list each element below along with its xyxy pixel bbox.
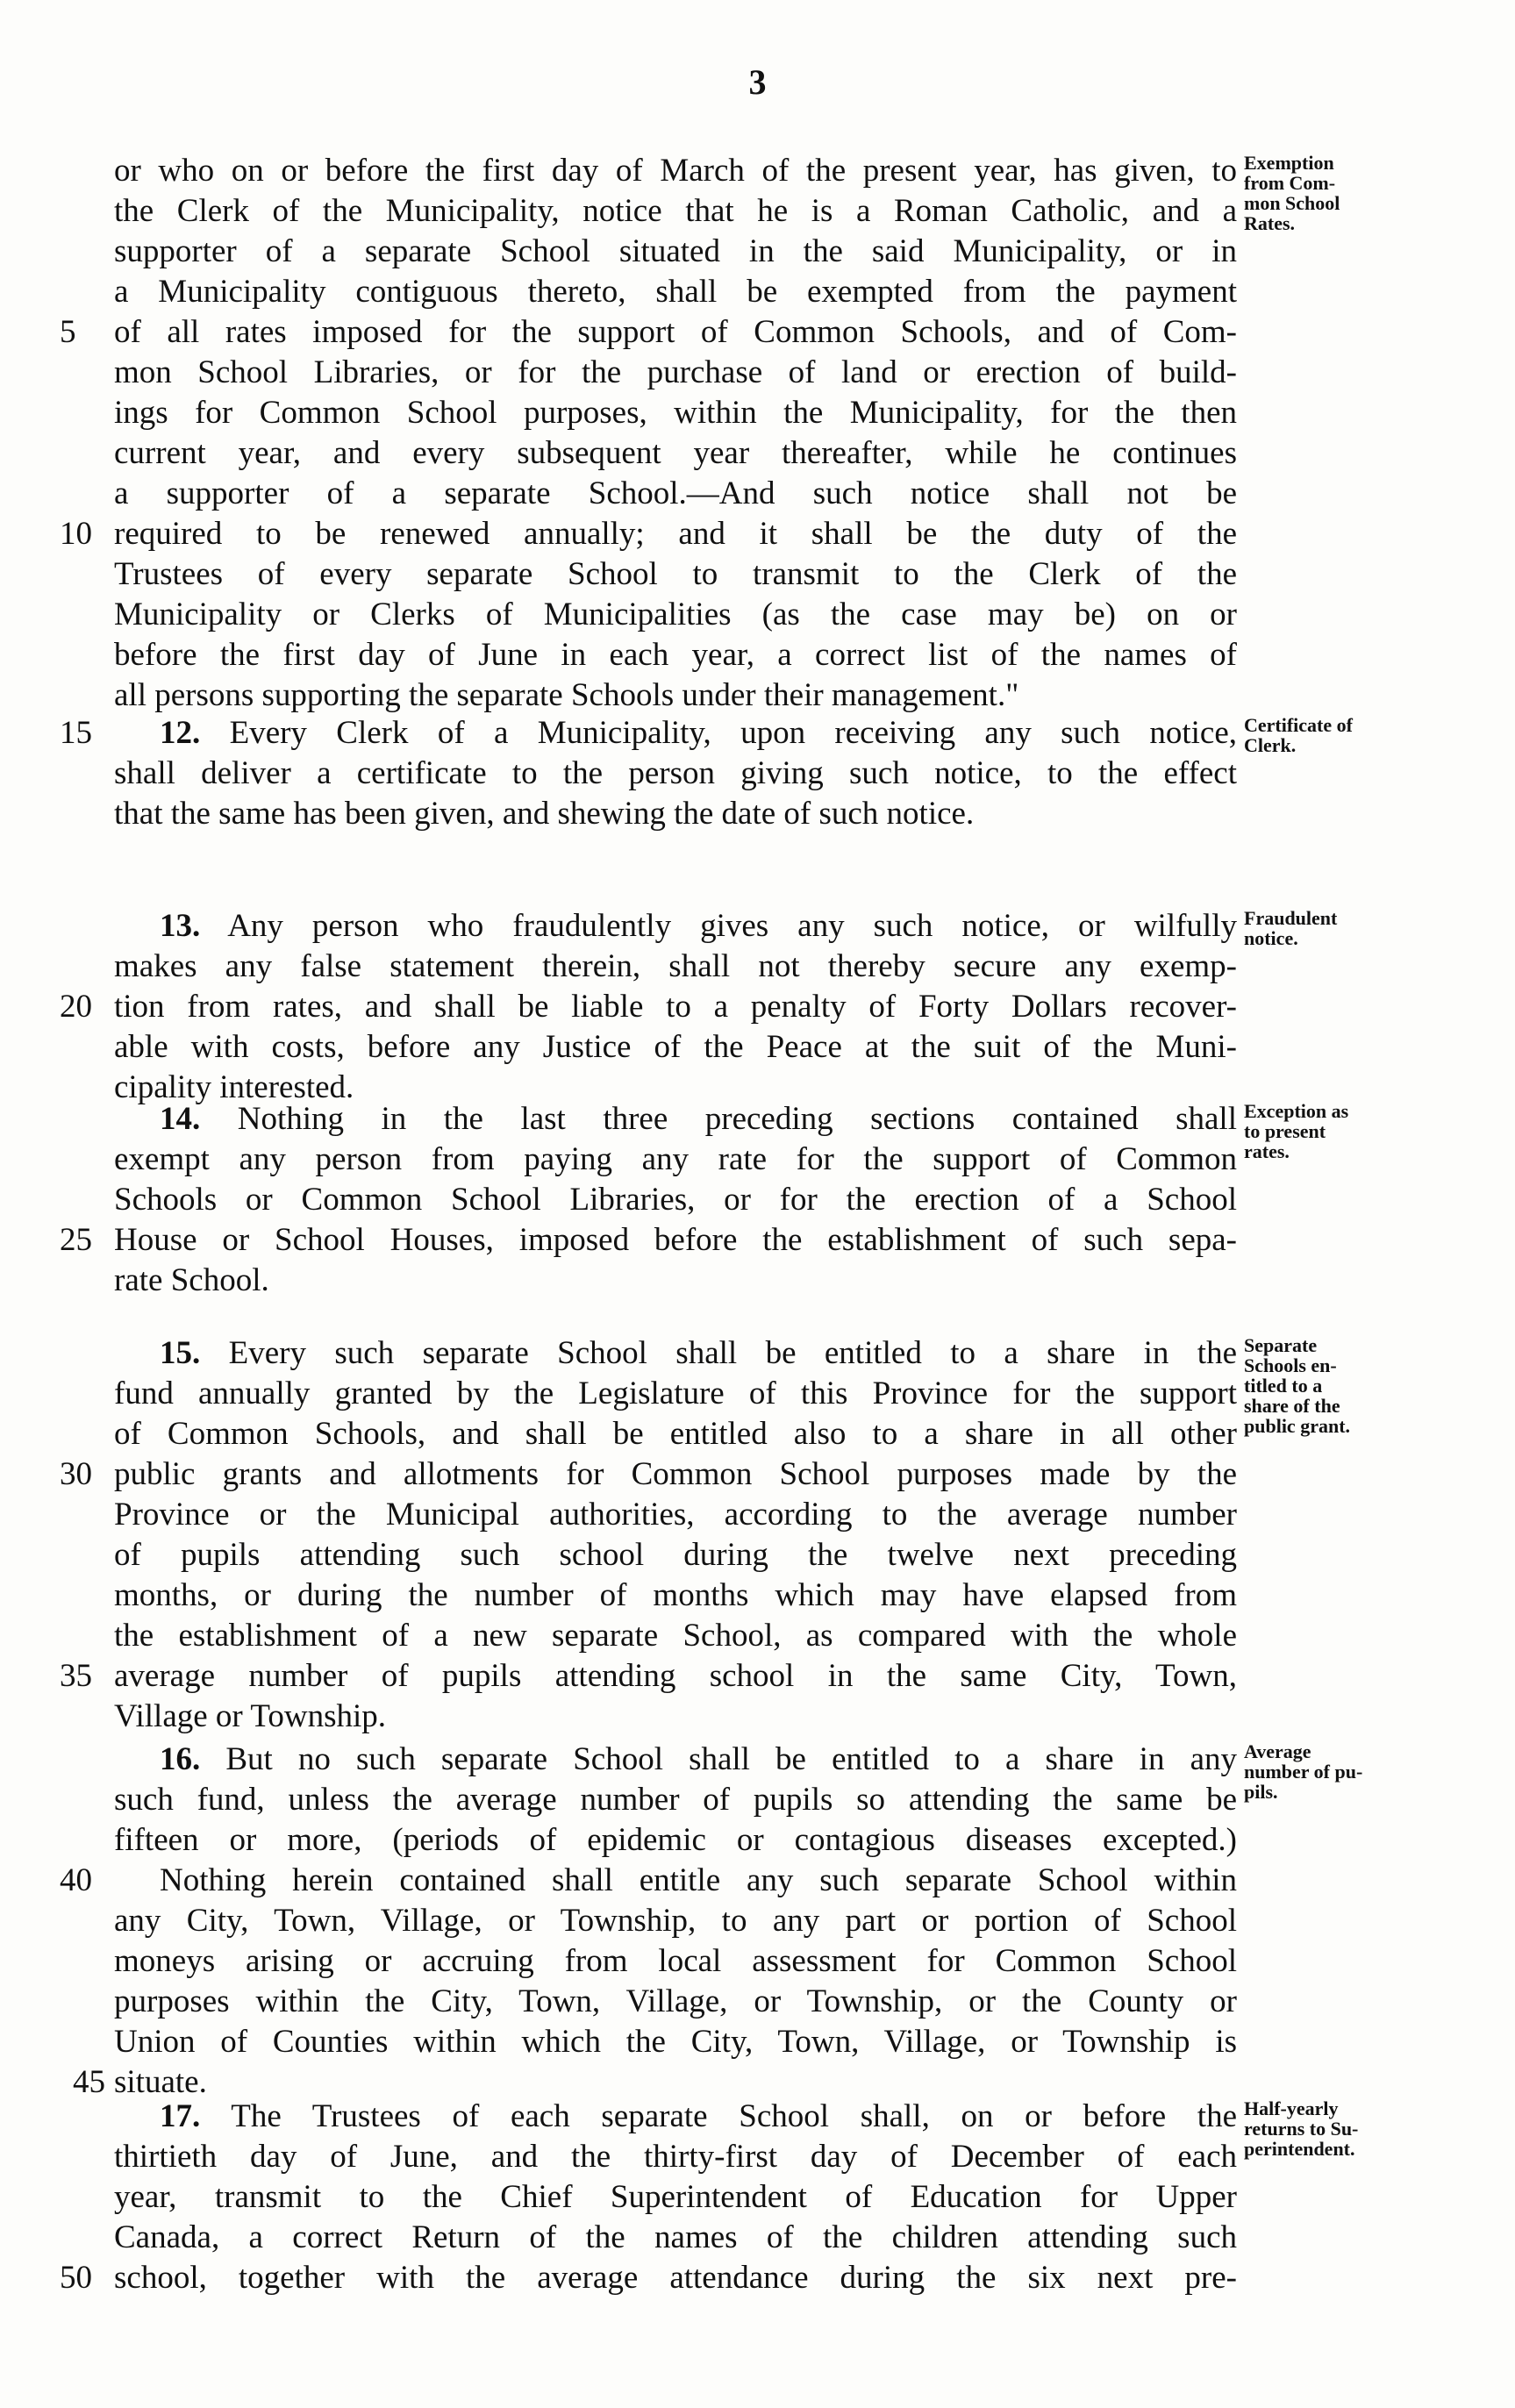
margin-note-line: Certificate of (1244, 714, 1353, 736)
paragraph (60, 1333, 1237, 1737)
margin-note-line: Half-yearly (1244, 2097, 1339, 2119)
margin-note-line: rates. (1244, 1140, 1290, 1162)
text-line (114, 1780, 1237, 1820)
line-text: fifteen or more, (periods of epidemic or contagious diseases excepted.) (114, 1822, 1237, 1858)
line-text: the establishment of a new separate School, as compared with the whole (114, 1618, 1237, 1654)
line-number: 10 (60, 516, 92, 552)
text-line (114, 2097, 1237, 2137)
line-text: Any person who fraudulently gives any such notice, or wilfully (200, 908, 1237, 944)
line-number: 40 (60, 1862, 92, 1898)
text-line (60, 514, 1237, 554)
line-text: Union of Counties within which the City, Town, Village, or Township is (114, 2024, 1237, 2060)
line-text: tion from rates, and shall be liable to a penalty of Forty Dollars recover- (114, 989, 1237, 1025)
section-number: 15. (160, 1335, 201, 1371)
line-text: The Trustees of each separate School shall, on or before the (200, 2098, 1237, 2134)
text-line (114, 675, 1237, 716)
text-line (114, 1901, 1237, 1941)
line-number: 45 (73, 2064, 105, 2100)
margin-note-line: Fraudulent (1244, 907, 1338, 929)
line-text: House or School Houses, imposed before the establishment of such sepa- (114, 1222, 1237, 1258)
line-text: Municipality or Clerks of Municipalities (as the case may be) on or (114, 597, 1237, 632)
line-text: supporter of a separate School situated in the said Municipality, or in (114, 233, 1237, 269)
line-text: shall deliver a certificate to the person giving such notice, to the effect (114, 755, 1237, 791)
page-number: 3 (748, 62, 767, 102)
line-text: able with costs, before any Justice of the Peace at the suit of the Muni- (114, 1029, 1237, 1065)
text-line (114, 1535, 1237, 1576)
margin-note-line: perintendent. (1244, 2138, 1355, 2160)
margin-note-line: Rates. (1244, 212, 1296, 234)
paragraph (60, 1099, 1237, 1301)
margin-note (1244, 715, 1419, 755)
margin-note-line: notice. (1244, 927, 1298, 949)
text-line (114, 1099, 1237, 1140)
text-line (114, 232, 1237, 272)
line-number: 50 (60, 2260, 92, 2296)
line-text: required to be renewed annually; and it shall be the duty of the (114, 516, 1237, 552)
line-text: Every such separate School shall be entitled to a share in the (200, 1335, 1237, 1371)
text-line (114, 393, 1237, 433)
text-line (114, 947, 1237, 987)
text-line (114, 1982, 1237, 2022)
line-text: average number of pupils attending school in the same City, Town, (114, 1658, 1237, 1694)
text-line (114, 1941, 1237, 1982)
text-line (60, 987, 1237, 1027)
text-line (60, 2258, 1237, 2298)
line-text: a supporter of a separate School.—And such notice shall not be (114, 475, 1237, 511)
paragraph (60, 151, 1237, 716)
line-text: of pupils attending such school during the twelve next preceding (114, 1537, 1237, 1573)
margin-note-line: to present (1244, 1120, 1326, 1142)
text-line (114, 754, 1237, 794)
text-line (114, 474, 1237, 514)
line-text: public grants and allotments for Common School purposes made by the (114, 1456, 1237, 1492)
text-line (114, 1180, 1237, 1220)
line-text: thirtieth day of June, and the thirty-first day of December of each (114, 2139, 1237, 2175)
text-line (114, 595, 1237, 635)
text-line (114, 1333, 1237, 1374)
margin-note-line: number of pu- (1244, 1761, 1363, 1783)
section-number: 13. (160, 908, 201, 944)
line-text: Canada, a correct Return of the names of the children attending such (114, 2219, 1237, 2255)
line-text: the Clerk of the Municipality, notice that he is a Roman Catholic, and a (114, 193, 1237, 229)
text-line (114, 1576, 1237, 1616)
line-text: Trustees of every separate School to transmit to the Clerk of the (114, 556, 1237, 592)
line-text: makes any false statement therein, shall not thereby secure any exemp- (114, 948, 1237, 984)
line-number: 30 (60, 1456, 92, 1492)
text-line (114, 191, 1237, 232)
line-text: or who on or before the first day of March of the present year, has given, to (114, 153, 1237, 189)
margin-note-line: Exemption (1244, 152, 1334, 174)
line-number: 35 (60, 1658, 92, 1694)
text-line (114, 272, 1237, 312)
text-line (60, 1656, 1237, 1697)
text-line (60, 1220, 1237, 1261)
line-text: of Common Schools, and shall be entitled also to a share in all other (114, 1416, 1237, 1452)
paragraph (60, 906, 1237, 1108)
line-text: Province or the Municipal authorities, according to the average number (114, 1497, 1237, 1533)
line-text: any City, Town, Village, or Township, to any part or portion of School (114, 1903, 1237, 1939)
line-text: cipality interested. (114, 1069, 354, 1105)
line-text: current year, and every subsequent year thereafter, while he continues (114, 435, 1237, 471)
line-text: a Municipality contiguous thereto, shall be exempted from the payment (114, 274, 1237, 310)
text-line (114, 635, 1237, 675)
margin-note-line: Schools en- (1244, 1354, 1337, 1376)
text-line (114, 1414, 1237, 1454)
margin-note-line: titled to a (1244, 1375, 1323, 1397)
margin-note-line: from Com- (1244, 172, 1336, 194)
margin-note (1244, 153, 1419, 233)
margin-note-line: share of the (1244, 1395, 1340, 1417)
margin-note (1244, 2098, 1419, 2159)
text-line (114, 1495, 1237, 1535)
text-line (114, 1374, 1237, 1414)
text-line (114, 353, 1237, 393)
line-text: that the same has been given, and shewing the date of such notice. (114, 796, 975, 832)
line-text: moneys arising or accruing from local assessment for Common School (114, 1943, 1237, 1979)
margin-note (1244, 1335, 1419, 1436)
margin-note-line: Average (1244, 1740, 1311, 1762)
line-text: Nothing in the last three preceding sections contained shall (200, 1101, 1237, 1137)
text-line (114, 2218, 1237, 2258)
text-line (60, 312, 1237, 353)
line-text: Schools or Common School Libraries, or for the erection of a School (114, 1182, 1237, 1218)
paragraph (60, 1740, 1237, 2103)
line-number: 15 (60, 715, 92, 751)
section-number: 14. (160, 1101, 201, 1137)
line-number: 25 (60, 1222, 92, 1258)
margin-note (1244, 1101, 1419, 1161)
line-text: before the first day of June in each year, a correct list of the names of (114, 637, 1237, 673)
text-line (114, 433, 1237, 474)
margin-note-line: returns to Su- (1244, 2118, 1359, 2140)
text-line (114, 2177, 1237, 2218)
line-text: exempt any person from paying any rate for the support of Common (114, 1141, 1237, 1177)
margin-note-line: Clerk. (1244, 734, 1297, 756)
text-line (114, 151, 1237, 191)
margin-note-line: mon School (1244, 192, 1340, 214)
line-text: Every Clerk of a Municipality, upon receiving any such notice, (200, 715, 1237, 751)
section-number: 16. (160, 1741, 201, 1777)
section-number: 12. (160, 715, 201, 751)
margin-note (1244, 1741, 1419, 1802)
text-line (114, 1697, 1237, 1737)
text-line (114, 794, 1237, 834)
text-line (114, 1740, 1237, 1780)
line-text: ings for Common School purposes, within the Municipality, for the then (114, 395, 1237, 431)
line-text: situate. (114, 2064, 207, 2100)
margin-note-line: Exception as (1244, 1100, 1349, 1122)
text-line (114, 2022, 1237, 2062)
line-number: 20 (60, 989, 92, 1025)
text-line (114, 906, 1237, 947)
margin-note-line: Separate (1244, 1334, 1318, 1356)
margin-note-line: public grant. (1244, 1415, 1351, 1437)
text-line (114, 1140, 1237, 1180)
line-text: school, together with the average attendance during the six next pre- (114, 2260, 1237, 2296)
paragraph (60, 713, 1237, 834)
text-line (114, 2137, 1237, 2177)
margin-note (1244, 908, 1419, 948)
text-line (114, 1616, 1237, 1656)
margin-note-line: pils. (1244, 1781, 1278, 1803)
line-text: purposes within the City, Town, Village, or Township, or the County or (114, 1983, 1237, 2019)
line-text: Village or Township. (114, 1698, 387, 1734)
text-line (60, 1861, 1237, 1901)
line-text: all persons supporting the separate Schools under their management." (114, 677, 1019, 713)
line-text: mon School Libraries, or for the purchase of land or erection of build- (114, 354, 1237, 390)
line-text: fund annually granted by the Legislature of this Province for the support (114, 1375, 1237, 1411)
text-line (114, 554, 1237, 595)
paragraph (60, 2097, 1237, 2298)
text-line (114, 1820, 1237, 1861)
section-number: 17. (160, 2098, 201, 2134)
line-number: 5 (60, 314, 76, 350)
line-text: But no such separate School shall be entitled to a share in any (200, 1741, 1237, 1777)
text-line (114, 1027, 1237, 1068)
text-line (114, 1261, 1237, 1301)
line-text: such fund, unless the average number of pupils so attending the same be (114, 1782, 1237, 1818)
text-line (60, 1454, 1237, 1495)
line-text: months, or during the number of months which may have elapsed from (114, 1577, 1237, 1613)
line-text: rate School. (114, 1262, 269, 1298)
line-text: Nothing herein contained shall entitle any such separate School within (160, 1862, 1237, 1898)
line-text: year, transmit to the Chief Superintendent of Education for Upper (114, 2179, 1237, 2215)
text-line (60, 713, 1237, 754)
line-text: of all rates imposed for the support of Common Schools, and of Com- (114, 314, 1237, 350)
